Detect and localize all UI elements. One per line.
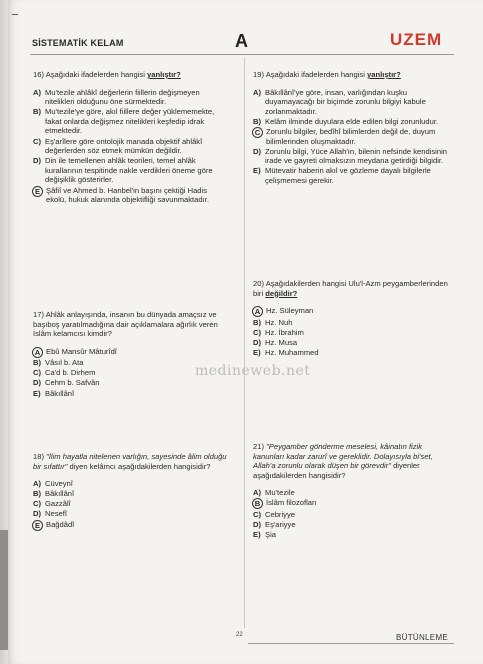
option-label: A) xyxy=(253,488,262,498)
option-text: Hz. İbrahim xyxy=(265,327,304,337)
option-text: Vâsıl b. Ata xyxy=(45,358,84,368)
circled-answer-label: A xyxy=(252,306,263,317)
options-list xyxy=(33,88,229,205)
question-stem: 20) Aşağıdakilerden hangisi Ulu'l-Azm peygamberlerinden biri değildir? xyxy=(253,279,448,298)
option-text: Şia xyxy=(265,530,276,540)
exam-type-label: BÜTÜNLEME xyxy=(396,633,449,642)
option-label: D) xyxy=(33,156,42,166)
course-title: SİSTEMATİK KELAM xyxy=(32,38,124,48)
option-text: Mu'tezile ahlâkî değerlerin fiillerin değişmeyen nitelikleri olduğunu öne sürmektedir. xyxy=(45,87,200,107)
option-text: Gazzâlî xyxy=(45,499,71,509)
answer-option xyxy=(253,147,453,166)
answer-option xyxy=(33,479,229,489)
answer-option xyxy=(253,520,453,530)
option-label: C) xyxy=(33,136,42,146)
options-list xyxy=(253,488,453,539)
option-text: İslâm filozofları xyxy=(266,498,317,508)
option-text: Zorunlu bilgi, Yüce Allah'ın, bilenin nefsinde kendisinin irade ve gayreti olmaksızın meydana getirdiği bilgidir. xyxy=(265,146,447,166)
answer-option xyxy=(33,520,229,531)
option-label: A) xyxy=(33,479,42,489)
options-list xyxy=(253,88,453,186)
option-label: B) xyxy=(33,107,42,117)
option-text: Bâkıllânî'ye göre, insan, varlığından kuşku duyamayacağı bir biçimde zorunlu bilgiyi kabule zorlanmaktadır. xyxy=(265,87,426,116)
answer-option xyxy=(33,389,233,399)
header-divider xyxy=(30,54,454,55)
option-text: Bağdâdî xyxy=(46,519,75,529)
answer-option xyxy=(253,348,453,358)
answer-option xyxy=(33,378,233,388)
option-label: E) xyxy=(253,166,261,176)
uzem-logo: UZEM xyxy=(390,30,443,49)
answer-option xyxy=(33,186,229,205)
option-text: Cüveynî xyxy=(45,479,73,489)
footer-divider xyxy=(248,643,454,644)
option-label: E) xyxy=(33,388,41,398)
answer-option xyxy=(253,166,453,185)
circled-answer-label: A xyxy=(32,347,43,358)
answer-option xyxy=(253,318,453,328)
option-label: B) xyxy=(253,116,262,126)
question-21 xyxy=(253,442,453,540)
answer-option xyxy=(33,156,229,185)
option-text: Eş'arîlere göre ontolojik manada objektif ahlâkî değerlerden söz etmek mümkün değildir. xyxy=(45,136,203,156)
answer-option xyxy=(33,347,233,358)
corner-mark xyxy=(12,14,18,15)
options-list xyxy=(253,306,453,357)
page-binding-edge xyxy=(0,0,8,664)
option-label: C) xyxy=(33,499,42,509)
option-text: Eş'ariyye xyxy=(265,520,296,530)
question-16 xyxy=(33,70,229,205)
question-stem: 16) Aşağıdaki ifadelerden hangisi yanlıştır? xyxy=(33,70,181,79)
option-text: Cebriyye xyxy=(265,509,295,519)
answer-option xyxy=(253,306,453,317)
option-text: Hz. Süleyman xyxy=(266,306,314,316)
option-text: Hz. Nuh xyxy=(265,317,293,327)
answer-option xyxy=(33,107,229,136)
option-text: Kelâm ilminde duyulara elde edilen bilgi zorunludur. xyxy=(265,116,439,126)
watermark: medineweb.net xyxy=(195,363,311,379)
answer-option xyxy=(33,489,229,499)
question-17 xyxy=(33,310,233,399)
option-label: C) xyxy=(253,509,262,519)
answer-option xyxy=(253,127,453,146)
circled-answer-label: E xyxy=(32,520,43,531)
option-label: E) xyxy=(253,347,261,357)
option-label: E) xyxy=(253,530,261,540)
option-text: Din ile temellenen ahlâk teorileri, temel ahlâk kurallarının tespitinde nakle verdikleri öneme göre değişiklik gösterirler. xyxy=(45,156,213,185)
answer-option xyxy=(253,488,453,498)
option-text: Ca'd b. Dirhem xyxy=(45,368,96,378)
option-text: Ebû Mansûr Mâturîdî xyxy=(46,346,117,356)
option-text: Mütevatir haberin akıl ve gözleme dayalı bilgilerle çelişmemesi gerekir. xyxy=(265,166,431,185)
circled-answer-label: C xyxy=(252,127,263,138)
option-label: D) xyxy=(33,378,42,388)
answer-option xyxy=(253,510,453,520)
option-label: D) xyxy=(33,509,42,519)
answer-option xyxy=(253,117,453,127)
option-label: D) xyxy=(253,520,262,530)
circled-answer-label: B xyxy=(252,498,263,509)
option-label: D) xyxy=(253,337,262,347)
option-text: Zorunlu bilgiler, bedîhî bilimlerden değil de, duyum bilimlerinden oluşmaktadır. xyxy=(266,126,436,146)
option-label: D) xyxy=(253,146,262,156)
option-text: Bâkıllânî xyxy=(45,489,75,499)
option-text: Nesefî xyxy=(45,509,67,519)
answer-option xyxy=(253,498,453,509)
booklet-letter: A xyxy=(235,31,248,51)
option-label: B) xyxy=(253,317,262,327)
option-text: Şâfiî ve Ahmed b. Hanbel'in başını çektiği Hadis ekolü, hukuk alanında objektifliği savunmaktadır. xyxy=(46,185,209,205)
option-text: Hz. Musa xyxy=(265,337,298,347)
answer-option xyxy=(33,499,229,509)
answer-option xyxy=(33,88,229,107)
question-20 xyxy=(253,279,453,358)
answer-option xyxy=(33,509,229,519)
question-stem: 21) "Peygamber gönderme meselesi, kâinatın fizik kanunları kadar zarurî ve gereklidir. Dolayısıyla bi'set, Allah'a zorunlu olarak düşen bir görevdir" diyenler aşağıdakilerden hangisidir? xyxy=(253,442,433,480)
column-divider xyxy=(244,58,245,628)
option-label: A) xyxy=(253,87,262,97)
option-label: C) xyxy=(33,368,42,378)
question-stem: 19) Aşağıdaki ifadelerden hangisi yanlıştır? xyxy=(253,70,401,79)
binding-shadow xyxy=(0,530,8,650)
question-18 xyxy=(33,452,229,531)
option-text: Mu'tezile'ye göre, akıl fiillere değer yüklememekte, fakat onlarda değişmez nitelikleri keşfedip idrak etmektedir. xyxy=(45,107,215,136)
option-label: B) xyxy=(33,358,42,368)
option-label: A) xyxy=(33,87,42,97)
option-text: Bâkıllânî xyxy=(45,388,75,398)
option-text: Mu'tezile xyxy=(265,488,295,498)
answer-option xyxy=(253,530,453,540)
answer-option xyxy=(33,137,229,156)
circled-answer-label: E xyxy=(32,186,43,197)
question-stem: 18) "İlim hayatla nitelenen varlığın, sayesinde âlim olduğu bir sıfattır" diyen kelâmcı aşağıdakilerden hangisidir? xyxy=(33,452,227,471)
question-stem: 17) Ahlâk anlayışında, insanın bu dünyada amaçsız ve başıboş yaratılmadığına dair açıklamalara ağırlık veren İslâm kelamcısı kimdir? xyxy=(33,310,218,339)
page-number: 22 xyxy=(236,632,243,638)
answer-option xyxy=(253,328,453,338)
option-text: Cehm b. Safvân xyxy=(45,378,100,388)
answer-option xyxy=(253,88,453,117)
question-19 xyxy=(253,70,453,186)
options-list xyxy=(33,479,229,530)
option-text: Hz. Muhammed xyxy=(265,347,319,357)
answer-option xyxy=(253,338,453,348)
option-label: B) xyxy=(33,489,42,499)
option-label: C) xyxy=(253,327,262,337)
